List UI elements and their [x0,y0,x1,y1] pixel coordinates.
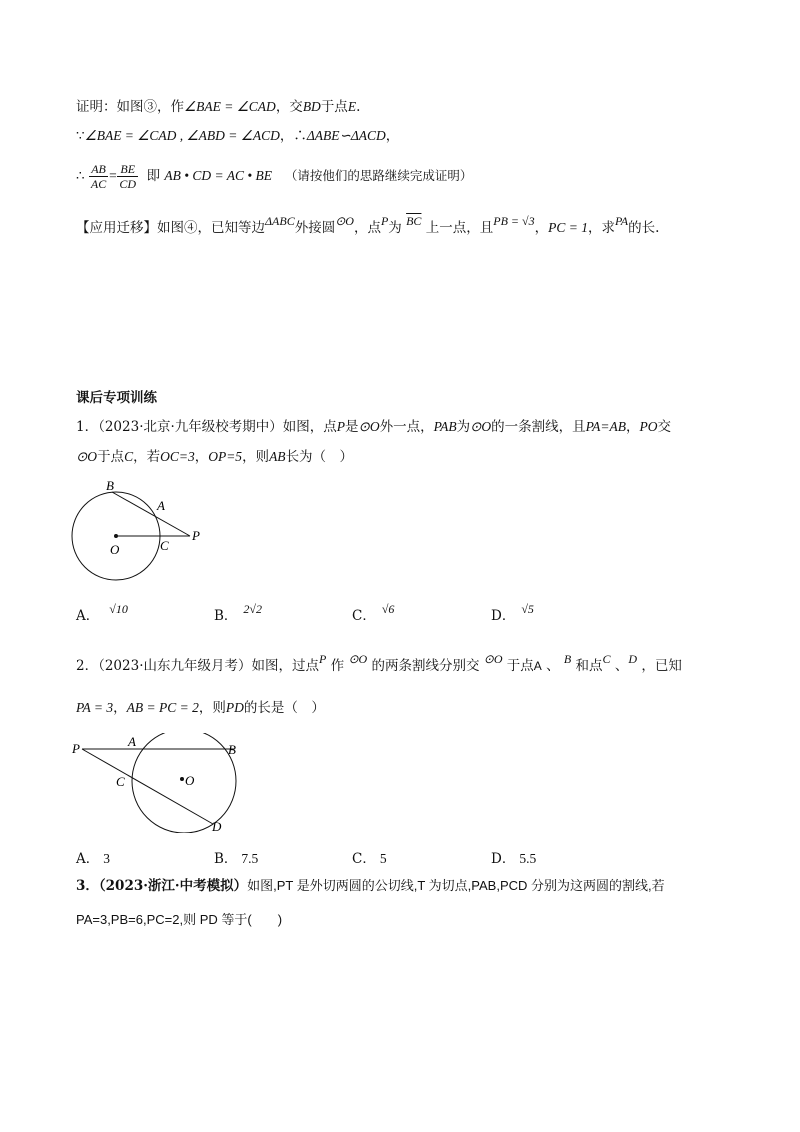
triangle-abc: ΔABC [265,214,295,228]
question-text: ，则 [198,700,226,716]
q1-line-1 [76,418,671,436]
question-text: 如图,PT 是外切两圆的公切线,T 为切点,PAB,PCD 分别为这两圆的割线,若 [247,878,665,893]
q2-line-2 [76,699,325,717]
label-p: P [192,528,200,543]
product-equation: AB • CD = AC • BE [164,168,272,183]
circle-o: ⊙O [358,419,380,434]
q1-figure [66,474,216,584]
option-value: 2√2 [243,602,263,616]
q1-option-b[interactable] [214,604,262,624]
option-value: 5 [379,851,387,866]
point-e: E [347,99,357,114]
option-value: 3 [103,851,110,866]
point-p: P [319,652,327,666]
circle-o: ⊙O [483,652,503,666]
proof-text: 于点 [320,99,348,115]
center-o-dot [114,534,118,538]
pa-ab-equation: PA=AB [585,419,627,434]
option-letter: B． [214,608,238,624]
proof-text: ，交 [275,99,303,115]
q1-option-d[interactable] [491,604,534,624]
proof-note: （请按他们的思路继续完成证明） [284,168,473,183]
label-a: A [157,498,165,513]
fraction-ab-ac [89,162,108,191]
option-value: 7.5 [241,851,259,866]
label-a: A [128,734,136,749]
question-source: （2023·北京·九年级校考期中） [98,419,283,435]
question-text: 的两条割线分别交 [371,658,480,674]
label-d: D [212,819,222,833]
oc-value: OC=3 [160,449,195,464]
label-c: C [116,774,125,789]
label-b: B [228,742,236,757]
fraction-denominator: AC [90,177,107,191]
question-text: 于点 [506,658,534,674]
question-source: （2023·浙江·中考模拟） [98,878,248,894]
circle-o: ⊙O [76,449,98,464]
option-letter: C． [352,608,376,624]
question-number: 3． [76,878,99,894]
point-p: P [336,419,346,434]
question-text: ， [194,449,209,465]
proof-text: . [356,99,361,115]
proof-text: ， [385,128,400,144]
label-o: O [110,542,120,557]
q2-option-b[interactable] [214,847,258,867]
ab-pc-value: AB = PC = 2 [126,700,199,715]
option-value: √6 [381,602,395,616]
pa-value: PA = 3 [76,700,114,715]
pb-value: PB = √3 [493,214,535,228]
q2-line-1 [76,652,682,675]
pc-value: PC = 1 [548,220,588,235]
question-text: 外一点， [379,419,434,435]
question-text: 、 [614,658,629,674]
proof-text: 证明：如图③，作 [76,99,184,115]
question-text: PA=3,PB=6,PC=2,则 PD 等于( ) [76,912,283,927]
question-text: 的长是（ ） [243,700,325,716]
similar-triangles: ΔABE∽ΔACD [306,128,386,143]
apply-text: ，点 [353,220,381,236]
point-d: D [628,652,638,666]
question-text: 如图，过点 [251,658,319,674]
circle-o-shape [132,733,236,833]
q2-figure [66,733,256,833]
apply-line [76,214,660,237]
question-text: 于点 [97,449,125,465]
apply-label: 【应用迁移】 [76,220,157,236]
label-b: B [106,478,114,493]
question-text: 交 [657,419,672,435]
secant-pab-line [112,492,190,536]
q3-line-2 [76,911,282,929]
q2-option-d[interactable] [491,847,536,867]
section-title: 课后专项训练 [76,390,157,406]
segment-po: PO [639,419,658,434]
apply-text: ，求 [587,220,615,236]
option-value: √5 [521,602,534,616]
option-value: 5.5 [519,851,537,866]
apply-text: 为 [388,220,402,236]
equals-sign: = [108,168,118,183]
point-b: B [563,652,572,666]
therefore-symbol: ∴ [76,168,85,184]
point-c: C [602,652,611,666]
apply-text: ， [534,220,549,236]
option-letter: D． [491,851,516,867]
q2-option-a[interactable] [76,847,110,867]
circle-o: ⊙O [335,214,354,228]
fraction-be-cd [117,162,138,191]
question-text: 长为（ ） [285,449,354,465]
question-text: ，则 [242,449,270,465]
label-p: P [72,741,80,756]
arc-bc: $\overline{BC}$ [406,214,422,228]
secant-pab: PAB [433,419,457,434]
label-c: C [160,538,169,553]
proof-line-2 [76,127,399,145]
question-text: 和点 [575,658,603,674]
pa-segment: PA [614,214,629,228]
question-text: 作 [330,658,345,674]
question-text: ，若 [133,449,161,465]
therefore-symbol: ∴ [293,128,307,144]
q1-line-2 [76,448,353,466]
point-a: A [533,659,542,673]
option-letter: B． [214,851,238,867]
because-symbol: ∵ [76,128,85,144]
apply-text: 如图④，已知等边 [157,220,265,236]
question-text: ， [113,700,127,716]
op-value: OP=5 [208,449,243,464]
question-number: 2． [76,658,99,674]
point-c: C [124,449,134,464]
question-text: 、 [546,658,560,674]
question-source: （2023·山东九年级月考） [98,658,252,674]
question-text: 如图，点 [282,419,337,435]
center-o-dot [180,777,184,781]
circle-o: ⊙O [348,652,368,666]
q1-option-c[interactable] [352,604,394,624]
q2-option-c[interactable] [352,847,387,867]
option-letter: A． [76,608,100,624]
option-value: √10 [109,602,128,616]
segment-pd: PD [225,700,244,715]
apply-text: 的长. [628,220,660,236]
apply-text: 外接圆 [294,220,336,236]
point-p: P [380,214,389,228]
apply-text: 上一点，且 [425,220,494,236]
proof-line-1 [76,98,360,116]
question-text: 是 [345,419,359,435]
fraction-numerator: AB [89,162,108,177]
segment-bd: BD [302,99,321,114]
option-letter: A． [76,851,100,867]
question-number: 1． [76,419,99,435]
question-text: ， [626,419,640,435]
angle-equation: ∠BAE = ∠CAD [184,99,276,114]
angle-equations: ∠BAE = ∠CAD , ∠ABD = ∠ACD [84,128,280,143]
proof-text: 即 [146,168,161,184]
label-o: O [185,773,195,788]
option-letter: C． [352,851,376,867]
fraction-denominator: CD [119,177,137,191]
segment-ab: AB [269,449,286,464]
question-text: 的一条割线，且 [491,419,586,435]
q1-option-a[interactable] [76,604,128,624]
q3-line-1 [76,877,665,895]
fraction-numerator: BE [117,162,138,177]
proof-text: ， [279,128,294,144]
proof-line-3 [76,160,472,192]
option-letter: D． [491,608,516,624]
question-text: 为 [456,419,471,435]
circle-o: ⊙O [470,419,492,434]
question-text: ，已知 [641,658,682,674]
